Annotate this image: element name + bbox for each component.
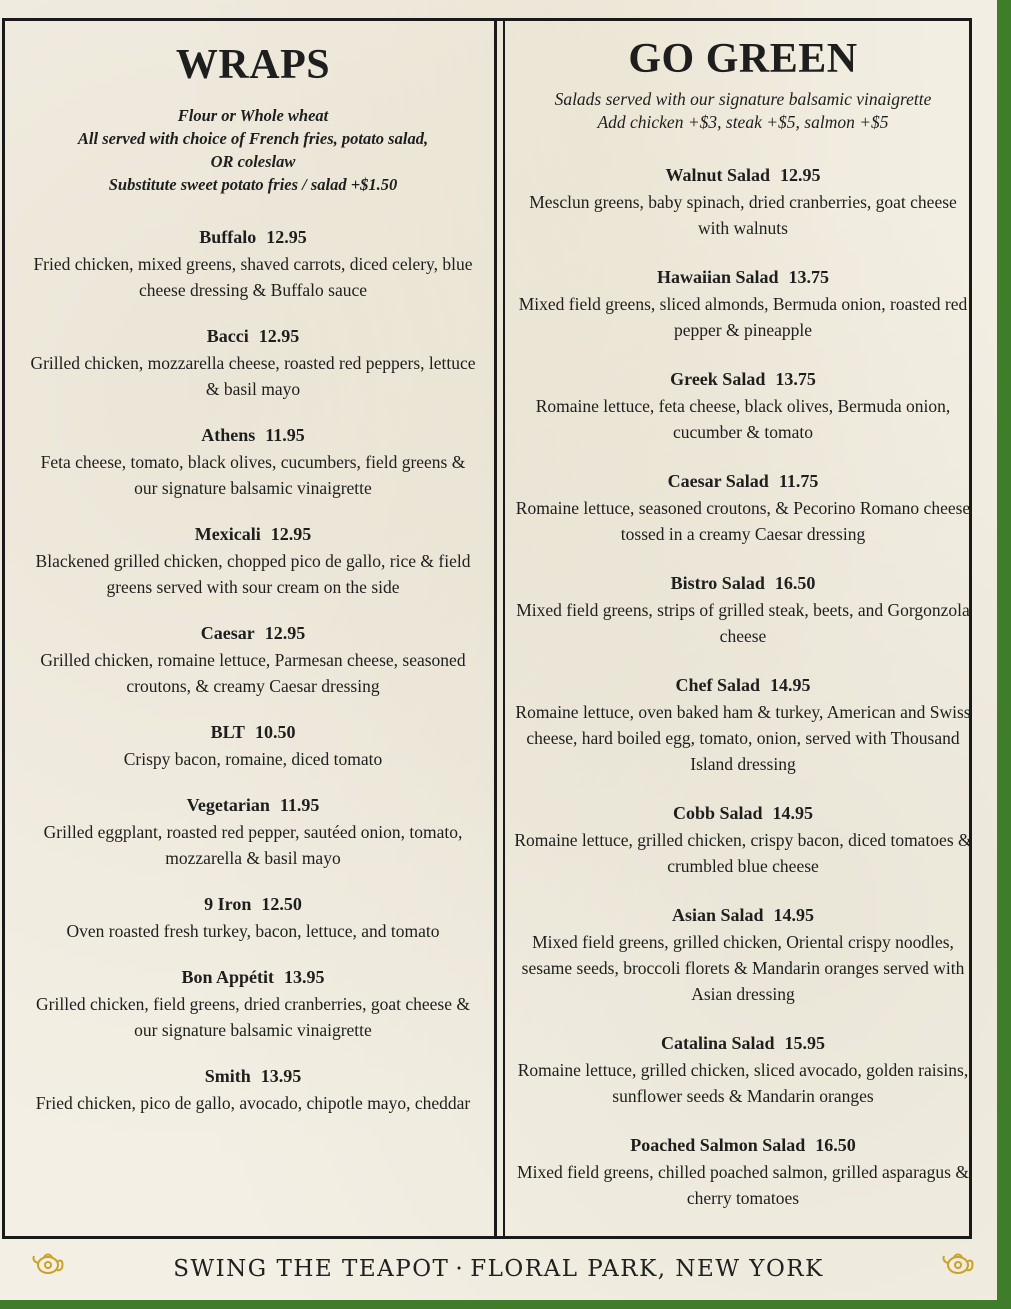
footer [0, 1256, 997, 1282]
item-price: 13.95 [260, 1066, 302, 1086]
item-description: Blackened grilled chicken, chopped pico de gallo, rice & field greens served with sour cream on the side [35, 551, 471, 597]
go-green-intro-line: Salads served with our signature balsamic vinaigrette [554, 89, 932, 109]
item-name: 9 Iron [204, 894, 252, 914]
item-heading [512, 802, 974, 824]
item-description: Fried chicken, pico de gallo, avocado, chipotle mayo, cheddar [35, 1093, 471, 1113]
item-price: 12.95 [258, 326, 300, 346]
wraps-intro-line: Flour or Whole wheat [177, 106, 329, 125]
item-price: 11.75 [778, 471, 819, 491]
item-price: 11.95 [265, 425, 305, 445]
salad-menu-item [512, 1032, 974, 1109]
salad-menu-item [512, 572, 974, 649]
item-price: 12.50 [261, 894, 302, 914]
restaurant-name: SWING THE TEAPOT [173, 1256, 450, 1282]
item-heading [28, 424, 478, 446]
wraps-menu-item [28, 226, 478, 303]
wraps-menu-item [28, 721, 478, 772]
wraps-menu-item [28, 1065, 478, 1116]
item-description: Mesclun greens, baby spinach, dried cranberries, goat cheese with walnuts [529, 192, 957, 238]
item-description: Romaine lettuce, grilled chicken, crispy bacon, diced tomatoes & crumbled blue cheese [514, 830, 972, 876]
item-heading [512, 904, 974, 926]
item-name: Vegetarian [186, 795, 270, 815]
wraps-menu-item [28, 325, 478, 402]
item-price: 13.95 [284, 967, 325, 987]
item-description: Mixed field greens, strips of grilled steak, beets, and Gorgonzola cheese [516, 600, 970, 646]
item-name: Caesar Salad [667, 471, 769, 491]
item-description: Romaine lettuce, seasoned croutons, & Pecorino Romano cheese tossed in a creamy Caesar dressing [515, 498, 971, 544]
item-description: Fried chicken, mixed greens, shaved carrots, diced celery, blue cheese dressing & Buffalo sauce [33, 254, 473, 300]
teapot-icon [940, 1244, 976, 1280]
item-price: 12.95 [270, 524, 312, 544]
item-name: Caesar [200, 623, 255, 643]
item-description: Mixed field greens, chilled poached salmon, grilled asparagus & cherry tomatoes [517, 1162, 969, 1208]
salad-menu-item [512, 368, 974, 445]
item-description: Grilled eggplant, roasted red pepper, sautéed onion, tomato, mozzarella & basil mayo [43, 822, 463, 868]
item-name: Catalina Salad [660, 1033, 775, 1053]
item-name: Bistro Salad [670, 573, 765, 593]
item-price: 13.75 [788, 267, 830, 287]
item-heading [28, 721, 478, 743]
item-name: Greek Salad [670, 369, 766, 389]
wraps-title: WRAPS [175, 42, 331, 88]
item-description: Grilled chicken, romaine lettuce, Parmesan cheese, seasoned croutons, & creamy Caesar dressing [40, 650, 466, 696]
item-heading [28, 893, 478, 915]
item-name: Buffalo [199, 227, 257, 247]
item-price: 13.75 [775, 369, 816, 389]
item-name: Asian Salad [671, 905, 764, 925]
item-price: 12.95 [780, 165, 821, 185]
item-heading [512, 674, 974, 696]
item-price: 15.95 [784, 1033, 826, 1053]
item-heading [512, 164, 974, 186]
salad-menu-item [512, 674, 974, 777]
item-price: 12.95 [266, 227, 307, 247]
wraps-menu-item [28, 424, 478, 501]
item-description: Romaine lettuce, feta cheese, black olives, Bermuda onion, cucumber & tomato [535, 396, 951, 442]
item-heading [512, 266, 974, 288]
item-heading [28, 226, 478, 248]
item-description: Romaine lettuce, oven baked ham & turkey, American and Swiss cheese, hard boiled egg, tomato, onion, served with Thousand Island dressing [515, 702, 971, 774]
item-description: Oven roasted fresh turkey, bacon, lettuce, and tomato [66, 921, 440, 941]
item-heading [512, 470, 974, 492]
item-heading [28, 794, 478, 816]
column-divider-inner [503, 18, 505, 1239]
item-heading [28, 622, 478, 644]
go-green-intro-line: Add chicken +$3, steak +$5, salmon +$5 [597, 112, 889, 132]
item-heading [512, 1032, 974, 1054]
item-heading [28, 523, 478, 545]
item-price: 14.95 [770, 675, 811, 695]
item-heading [512, 368, 974, 390]
item-heading [28, 1065, 478, 1087]
item-price: 12.95 [264, 623, 306, 643]
item-name: Smith [204, 1066, 251, 1086]
salad-menu-item [512, 1134, 974, 1211]
item-price: 14.95 [773, 905, 815, 925]
item-name: Bon Appétit [181, 967, 275, 987]
item-name: Mexicali [194, 524, 261, 544]
item-name: Bacci [206, 326, 249, 346]
restaurant-location: FLORAL PARK, NEW YORK [470, 1256, 824, 1282]
salad-menu-item [512, 470, 974, 547]
salad-menu-item [512, 164, 974, 241]
wraps-menu-item [28, 893, 478, 944]
wraps-menu-item [28, 966, 478, 1043]
item-name: BLT [210, 722, 245, 742]
salad-menu-item [512, 904, 974, 1007]
item-price: 10.50 [254, 722, 296, 742]
item-heading [28, 966, 478, 988]
wraps-menu-item [28, 523, 478, 600]
item-heading [28, 325, 478, 347]
wraps-intro-line: OR coleslaw [210, 152, 296, 171]
salad-menu-item [512, 266, 974, 343]
go-green-title: GO GREEN [628, 36, 858, 82]
item-heading [512, 572, 974, 594]
footer-separator: · [455, 1256, 465, 1282]
item-name: Chef Salad [675, 675, 760, 695]
item-heading [512, 1134, 974, 1156]
item-price: 16.50 [774, 573, 816, 593]
item-name: Poached Salmon Salad [630, 1135, 806, 1155]
wraps-intro-line: All served with choice of French fries, potato salad, [77, 129, 429, 148]
go-green-column [512, 22, 974, 1236]
item-description: Feta cheese, tomato, black olives, cucumbers, field greens & our signature balsamic vinaigrette [40, 452, 466, 498]
wraps-intro-line: Substitute sweet potato fries / salad +$1.50 [108, 175, 398, 194]
column-divider [494, 18, 497, 1239]
item-price: 16.50 [815, 1135, 856, 1155]
item-price: 14.95 [772, 803, 814, 823]
wraps-menu-item [28, 794, 478, 871]
item-description: Grilled chicken, mozzarella cheese, roasted red peppers, lettuce & basil mayo [30, 353, 476, 399]
item-name: Cobb Salad [672, 803, 763, 823]
wraps-intro [28, 104, 478, 196]
go-green-intro [512, 88, 974, 134]
go-green-item-list [512, 164, 974, 1211]
wraps-column [28, 22, 478, 1138]
item-description: Mixed field greens, sliced almonds, Bermuda onion, roasted red pepper & pineapple [518, 294, 968, 340]
item-name: Walnut Salad [665, 165, 771, 185]
item-description: Romaine lettuce, grilled chicken, sliced avocado, golden raisins, sunflower seeds & Mandarin oranges [517, 1060, 969, 1106]
salad-menu-item [512, 802, 974, 879]
item-description: Grilled chicken, field greens, dried cranberries, goat cheese & our signature balsamic vinaigrette [36, 994, 470, 1040]
wraps-menu-item [28, 622, 478, 699]
item-name: Hawaiian Salad [656, 267, 779, 287]
item-name: Athens [201, 425, 256, 445]
item-description: Mixed field greens, grilled chicken, Oriental crispy noodles, sesame seeds, broccoli florets & Mandarin oranges served with Asian dressing [521, 932, 965, 1004]
item-description: Crispy bacon, romaine, diced tomato [123, 749, 383, 769]
wraps-item-list [28, 226, 478, 1116]
item-price: 11.95 [279, 795, 320, 815]
